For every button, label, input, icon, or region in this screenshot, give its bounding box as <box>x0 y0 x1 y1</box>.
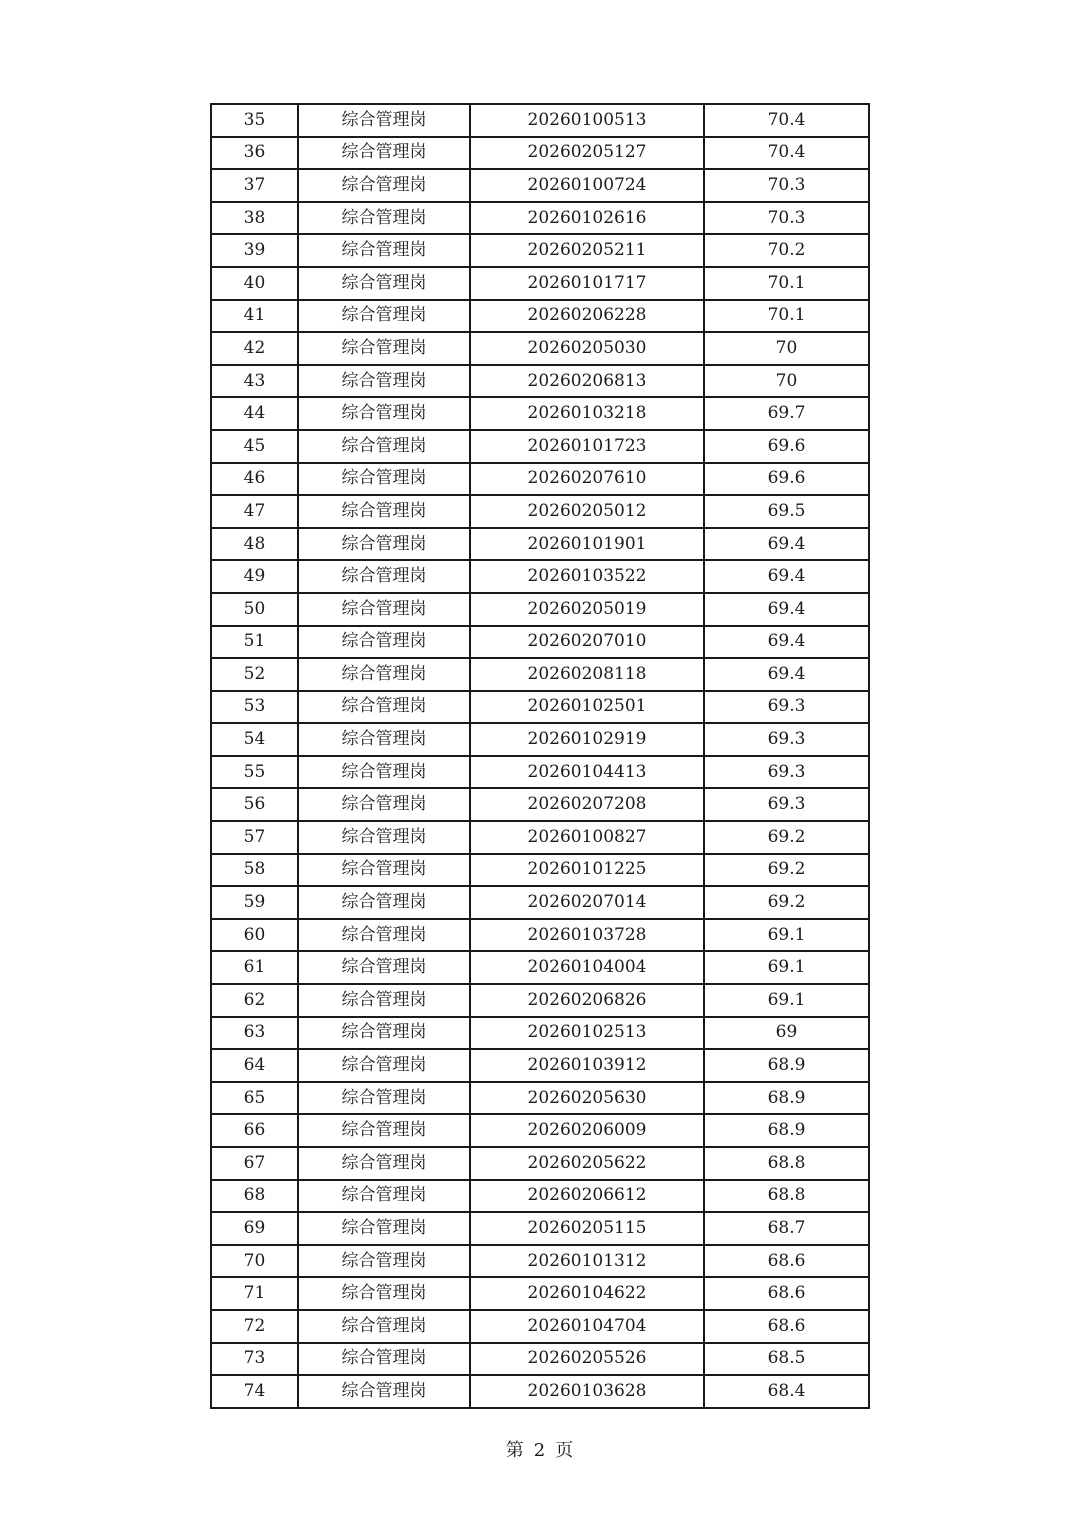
table-row <box>211 1082 869 1115</box>
position-cell: 综合管理岗 <box>298 593 470 626</box>
score-cell: 70.1 <box>704 300 869 333</box>
position-cell: 综合管理岗 <box>298 886 470 919</box>
position-cell: 综合管理岗 <box>298 332 470 365</box>
exam-id-cell: 20260206826 <box>470 984 704 1017</box>
position-cell: 综合管理岗 <box>298 137 470 170</box>
exam-id-cell: 20260102616 <box>470 202 704 235</box>
table-row <box>211 495 869 528</box>
row-index-cell: 35 <box>211 104 298 137</box>
exam-id-cell: 20260207208 <box>470 788 704 821</box>
position-cell: 综合管理岗 <box>298 560 470 593</box>
table-row <box>211 234 869 267</box>
position-cell: 综合管理岗 <box>298 788 470 821</box>
exam-id-cell: 20260101225 <box>470 854 704 887</box>
table-row <box>211 626 869 659</box>
score-cell: 70.4 <box>704 137 869 170</box>
score-cell: 69.4 <box>704 626 869 659</box>
table-row <box>211 854 869 887</box>
exam-id-cell: 20260101717 <box>470 267 704 300</box>
score-cell: 70.3 <box>704 169 869 202</box>
table-row <box>211 723 869 756</box>
table-row <box>211 137 869 170</box>
exam-id-cell: 20260205622 <box>470 1147 704 1180</box>
score-cell: 70 <box>704 365 869 398</box>
exam-id-cell: 20260103912 <box>470 1049 704 1082</box>
position-cell: 综合管理岗 <box>298 1017 470 1050</box>
table-row <box>211 593 869 626</box>
row-index-cell: 48 <box>211 528 298 561</box>
exam-id-cell: 20260206009 <box>470 1114 704 1147</box>
exam-id-cell: 20260104622 <box>470 1277 704 1310</box>
row-index-cell: 72 <box>211 1310 298 1343</box>
table-row <box>211 332 869 365</box>
table-row <box>211 1147 869 1180</box>
score-cell: 69.6 <box>704 463 869 496</box>
exam-id-cell: 20260207010 <box>470 626 704 659</box>
score-cell: 68.9 <box>704 1082 869 1115</box>
row-index-cell: 56 <box>211 788 298 821</box>
exam-id-cell: 20260104004 <box>470 951 704 984</box>
table-row <box>211 1343 869 1376</box>
position-cell: 综合管理岗 <box>298 1049 470 1082</box>
exam-id-cell: 20260103522 <box>470 560 704 593</box>
position-cell: 综合管理岗 <box>298 1245 470 1278</box>
row-index-cell: 61 <box>211 951 298 984</box>
position-cell: 综合管理岗 <box>298 1375 470 1408</box>
row-index-cell: 59 <box>211 886 298 919</box>
score-cell: 69.2 <box>704 854 869 887</box>
table-row <box>211 397 869 430</box>
score-cell: 68.5 <box>704 1343 869 1376</box>
row-index-cell: 69 <box>211 1212 298 1245</box>
table-row <box>211 1114 869 1147</box>
position-cell: 综合管理岗 <box>298 104 470 137</box>
position-cell: 综合管理岗 <box>298 528 470 561</box>
score-cell: 69.3 <box>704 788 869 821</box>
row-index-cell: 51 <box>211 626 298 659</box>
position-cell: 综合管理岗 <box>298 202 470 235</box>
position-cell: 综合管理岗 <box>298 300 470 333</box>
table-row <box>211 886 869 919</box>
score-cell: 68.8 <box>704 1180 869 1213</box>
position-cell: 综合管理岗 <box>298 365 470 398</box>
score-cell: 69.2 <box>704 821 869 854</box>
position-cell: 综合管理岗 <box>298 397 470 430</box>
exam-id-cell: 20260102919 <box>470 723 704 756</box>
exam-id-cell: 20260206612 <box>470 1180 704 1213</box>
table-row <box>211 560 869 593</box>
position-cell: 综合管理岗 <box>298 495 470 528</box>
exam-id-cell: 20260205211 <box>470 234 704 267</box>
table-row <box>211 300 869 333</box>
table-row <box>211 267 869 300</box>
position-cell: 综合管理岗 <box>298 430 470 463</box>
score-cell: 68.8 <box>704 1147 869 1180</box>
score-cell: 69.1 <box>704 919 869 952</box>
exam-id-cell: 20260205012 <box>470 495 704 528</box>
row-index-cell: 73 <box>211 1343 298 1376</box>
row-index-cell: 60 <box>211 919 298 952</box>
row-index-cell: 64 <box>211 1049 298 1082</box>
position-cell: 综合管理岗 <box>298 919 470 952</box>
row-index-cell: 63 <box>211 1017 298 1050</box>
table-row <box>211 104 869 137</box>
row-index-cell: 41 <box>211 300 298 333</box>
table-row <box>211 365 869 398</box>
row-index-cell: 68 <box>211 1180 298 1213</box>
position-cell: 综合管理岗 <box>298 691 470 724</box>
exam-id-cell: 20260207014 <box>470 886 704 919</box>
exam-id-cell: 20260100724 <box>470 169 704 202</box>
page-number: 2 <box>533 1440 547 1461</box>
position-cell: 综合管理岗 <box>298 1180 470 1213</box>
row-index-cell: 57 <box>211 821 298 854</box>
score-cell: 68.9 <box>704 1114 869 1147</box>
position-cell: 综合管理岗 <box>298 658 470 691</box>
exam-id-cell: 20260102501 <box>470 691 704 724</box>
row-index-cell: 62 <box>211 984 298 1017</box>
row-index-cell: 70 <box>211 1245 298 1278</box>
position-cell: 综合管理岗 <box>298 854 470 887</box>
exam-id-cell: 20260208118 <box>470 658 704 691</box>
table-row <box>211 756 869 789</box>
row-index-cell: 40 <box>211 267 298 300</box>
row-index-cell: 71 <box>211 1277 298 1310</box>
table-row <box>211 1375 869 1408</box>
row-index-cell: 67 <box>211 1147 298 1180</box>
score-cell: 69.4 <box>704 593 869 626</box>
score-table <box>210 103 870 1409</box>
exam-id-cell: 20260206228 <box>470 300 704 333</box>
table-row <box>211 430 869 463</box>
table-row <box>211 463 869 496</box>
score-cell: 69.6 <box>704 430 869 463</box>
table-row <box>211 788 869 821</box>
row-index-cell: 44 <box>211 397 298 430</box>
score-cell: 70.2 <box>704 234 869 267</box>
exam-id-cell: 20260101312 <box>470 1245 704 1278</box>
exam-id-cell: 20260101901 <box>470 528 704 561</box>
table-row <box>211 658 869 691</box>
table-row <box>211 984 869 1017</box>
row-index-cell: 47 <box>211 495 298 528</box>
row-index-cell: 55 <box>211 756 298 789</box>
position-cell: 综合管理岗 <box>298 169 470 202</box>
position-cell: 综合管理岗 <box>298 1310 470 1343</box>
position-cell: 综合管理岗 <box>298 723 470 756</box>
score-cell: 69.4 <box>704 560 869 593</box>
score-cell: 69.3 <box>704 723 869 756</box>
row-index-cell: 65 <box>211 1082 298 1115</box>
exam-id-cell: 20260205630 <box>470 1082 704 1115</box>
row-index-cell: 42 <box>211 332 298 365</box>
score-cell: 69.1 <box>704 951 869 984</box>
score-cell: 69.4 <box>704 528 869 561</box>
position-cell: 综合管理岗 <box>298 1343 470 1376</box>
exam-id-cell: 20260100513 <box>470 104 704 137</box>
exam-id-cell: 20260205115 <box>470 1212 704 1245</box>
position-cell: 综合管理岗 <box>298 1212 470 1245</box>
row-index-cell: 36 <box>211 137 298 170</box>
table-row <box>211 1180 869 1213</box>
exam-id-cell: 20260205019 <box>470 593 704 626</box>
row-index-cell: 45 <box>211 430 298 463</box>
score-cell: 70 <box>704 332 869 365</box>
position-cell: 综合管理岗 <box>298 234 470 267</box>
score-cell: 70.1 <box>704 267 869 300</box>
exam-id-cell: 20260101723 <box>470 430 704 463</box>
row-index-cell: 53 <box>211 691 298 724</box>
table-row <box>211 1017 869 1050</box>
table-row <box>211 1245 869 1278</box>
score-cell: 69.1 <box>704 984 869 1017</box>
table-row <box>211 528 869 561</box>
exam-id-cell: 20260104704 <box>470 1310 704 1343</box>
page-footer <box>0 1436 1080 1462</box>
exam-id-cell: 20260102513 <box>470 1017 704 1050</box>
table-row <box>211 169 869 202</box>
score-cell: 69.7 <box>704 397 869 430</box>
position-cell: 综合管理岗 <box>298 1147 470 1180</box>
row-index-cell: 43 <box>211 365 298 398</box>
row-index-cell: 38 <box>211 202 298 235</box>
exam-id-cell: 20260205526 <box>470 1343 704 1376</box>
score-cell: 68.9 <box>704 1049 869 1082</box>
score-table-body <box>211 104 869 1408</box>
table-row <box>211 1310 869 1343</box>
position-cell: 综合管理岗 <box>298 821 470 854</box>
exam-id-cell: 20260205030 <box>470 332 704 365</box>
table-row <box>211 919 869 952</box>
position-cell: 综合管理岗 <box>298 1114 470 1147</box>
row-index-cell: 52 <box>211 658 298 691</box>
position-cell: 综合管理岗 <box>298 984 470 1017</box>
row-index-cell: 66 <box>211 1114 298 1147</box>
row-index-cell: 58 <box>211 854 298 887</box>
exam-id-cell: 20260103218 <box>470 397 704 430</box>
score-cell: 69.5 <box>704 495 869 528</box>
position-cell: 综合管理岗 <box>298 626 470 659</box>
page-footer-prefix: 第 <box>505 1440 525 1461</box>
exam-id-cell: 20260104413 <box>470 756 704 789</box>
table-row <box>211 1049 869 1082</box>
score-cell: 69.4 <box>704 658 869 691</box>
score-cell: 68.6 <box>704 1245 869 1278</box>
row-index-cell: 37 <box>211 169 298 202</box>
position-cell: 综合管理岗 <box>298 756 470 789</box>
exam-id-cell: 20260207610 <box>470 463 704 496</box>
score-cell: 68.7 <box>704 1212 869 1245</box>
position-cell: 综合管理岗 <box>298 267 470 300</box>
score-cell: 69.3 <box>704 756 869 789</box>
row-index-cell: 49 <box>211 560 298 593</box>
exam-id-cell: 20260103628 <box>470 1375 704 1408</box>
exam-id-cell: 20260206813 <box>470 365 704 398</box>
position-cell: 综合管理岗 <box>298 951 470 984</box>
table-row <box>211 1212 869 1245</box>
position-cell: 综合管理岗 <box>298 1082 470 1115</box>
table-row <box>211 951 869 984</box>
score-cell: 69 <box>704 1017 869 1050</box>
row-index-cell: 74 <box>211 1375 298 1408</box>
row-index-cell: 54 <box>211 723 298 756</box>
score-cell: 70.3 <box>704 202 869 235</box>
exam-id-cell: 20260205127 <box>470 137 704 170</box>
score-cell: 69.2 <box>704 886 869 919</box>
score-cell: 68.4 <box>704 1375 869 1408</box>
page-footer-suffix: 页 <box>555 1440 575 1461</box>
table-row <box>211 1277 869 1310</box>
position-cell: 综合管理岗 <box>298 1277 470 1310</box>
exam-id-cell: 20260103728 <box>470 919 704 952</box>
score-cell: 69.3 <box>704 691 869 724</box>
table-row <box>211 691 869 724</box>
table-row <box>211 202 869 235</box>
row-index-cell: 39 <box>211 234 298 267</box>
score-cell: 68.6 <box>704 1277 869 1310</box>
row-index-cell: 46 <box>211 463 298 496</box>
table-row <box>211 821 869 854</box>
exam-id-cell: 20260100827 <box>470 821 704 854</box>
score-cell: 68.6 <box>704 1310 869 1343</box>
score-cell: 70.4 <box>704 104 869 137</box>
position-cell: 综合管理岗 <box>298 463 470 496</box>
row-index-cell: 50 <box>211 593 298 626</box>
